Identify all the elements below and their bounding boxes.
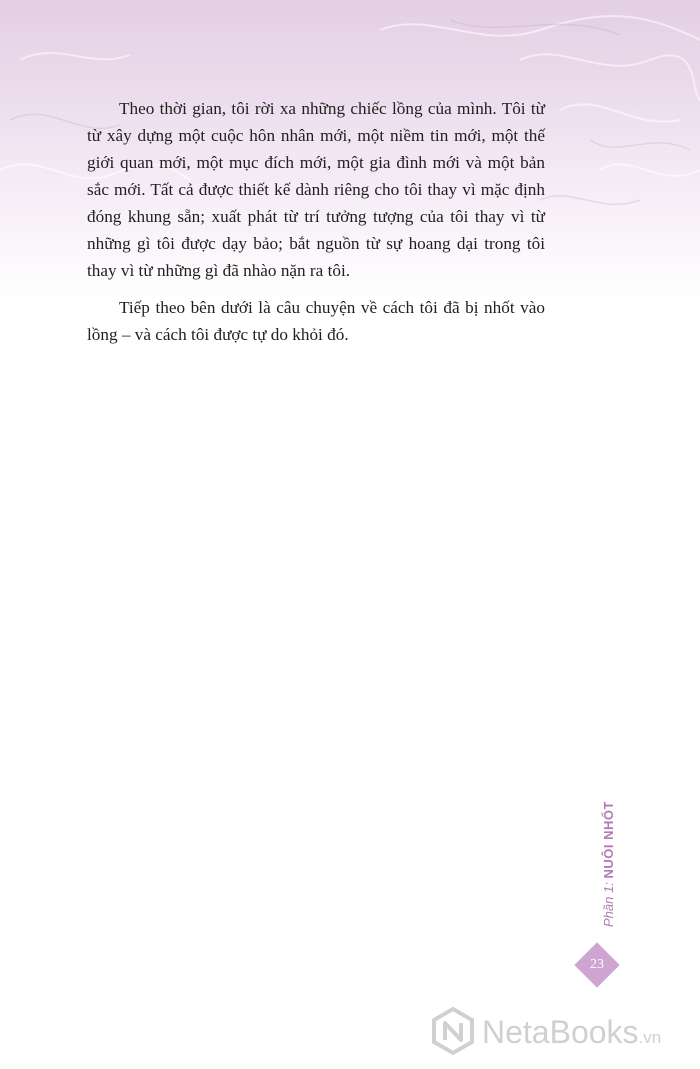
page-number-badge	[574, 942, 620, 988]
netabooks-logo-icon	[430, 1006, 476, 1056]
watermark-brand: NetaBooks	[482, 1014, 639, 1050]
watermark-tld: .vn	[638, 1028, 662, 1047]
page-number: 23	[590, 957, 604, 972]
paragraph-1: Theo thời gian, tôi rời xa những chiếc lồng của mình. Tôi từ từ xây dựng một cuộc hôn nhân mới, một niềm tin mới, một thế giới quan mới, một mục đích mới, một gia đình mới và một bản sắc mới. Tất cả được thiết kế dành riêng cho tôi thay vì mặc định đóng khung sẵn; xuất phát từ trí tưởng tượng của tôi thay vì từ những gì tôi được dạy bảo; bắt nguồn từ sự hoang dại trong tôi thay vì từ những gì đã nhào nặn ra tôi.	[87, 99, 545, 280]
section-title: NUÔI NHỐT	[601, 801, 616, 879]
paragraph-2: Tiếp theo bên dưới là câu chuyện về cách tôi đã bị nhốt vào lồng – và cách tôi được tự do khỏi đó.	[87, 298, 545, 344]
running-section-label	[586, 801, 616, 935]
netabooks-watermark	[430, 1006, 695, 1058]
part-label: Phần 1:	[601, 882, 616, 927]
body-text	[87, 95, 545, 358]
